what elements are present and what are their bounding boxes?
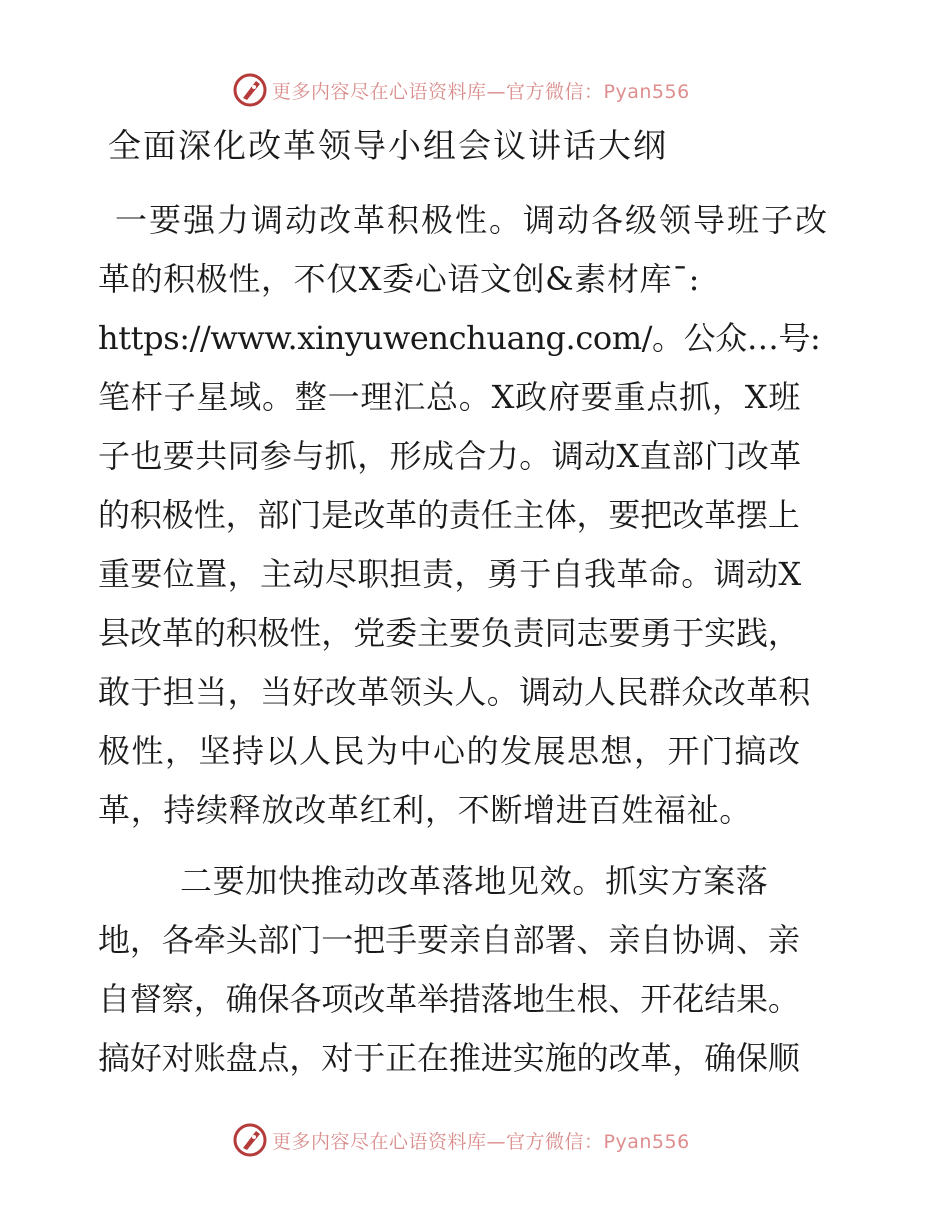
body-line: 地，各牵头部门一把手要亲自部署、亲自协调、亲 bbox=[98, 921, 800, 959]
header-banner bbox=[232, 70, 690, 110]
document-title: 全面深化改革领导小组会议讲话大纲 bbox=[108, 126, 668, 165]
pen-logo-icon bbox=[232, 1122, 268, 1158]
body-line: 子也要共同参与抓，形成合力。调动X直部门改革 bbox=[98, 437, 802, 475]
body-line: 极性，坚持以人民为中心的发展思想，开门搞改 bbox=[98, 732, 802, 770]
body-line: 革，持续释放改革红利，不断增进百姓福祉。 bbox=[98, 791, 753, 829]
banner-text bbox=[272, 1127, 690, 1154]
body-line: 敢于担当，当好改革领头人。调动人民群众改革积 bbox=[98, 673, 811, 711]
body-line: 二要加快推动改革落地见效。抓实方案落 bbox=[180, 862, 769, 900]
body-line: 自督察，确保各项改革举措落地生根、开花结果。 bbox=[98, 980, 800, 1018]
footer-banner bbox=[232, 1120, 690, 1160]
body-line: 搞好对账盘点，对于正在推进实施的改革，确保顺 bbox=[98, 1039, 800, 1077]
pen-logo-icon bbox=[232, 72, 268, 108]
body-line: 一要强力调动改革积极性。调动各级领导班子改 bbox=[115, 201, 830, 239]
banner-slogan: 更多内容尽在心语资料库—官方微信： bbox=[272, 80, 604, 103]
body-line: 重要位置，主动尽职担责，勇于自我革命。调动X bbox=[98, 555, 802, 593]
banner-wechat-account: Pyan556 bbox=[603, 80, 690, 103]
body-line: 的积极性，部门是改革的责任主体，要把改革摆上 bbox=[98, 496, 800, 534]
banner-text bbox=[272, 77, 690, 104]
body-line: 县改革的积极性，党委主要负责同志要勇于实践， bbox=[98, 614, 800, 652]
body-line: 革的积极性，不仅X委心语文创&素材库¯: bbox=[98, 260, 701, 298]
body-line: 笔杆子星域。整一理汇总。X政府要重点抓，X班 bbox=[98, 378, 802, 416]
banner-wechat-account: Pyan556 bbox=[603, 1130, 690, 1153]
body-line: https://www.xinyuwenchuang.com/。公众…号: bbox=[98, 319, 821, 357]
banner-slogan: 更多内容尽在心语资料库—官方微信： bbox=[272, 1130, 604, 1153]
